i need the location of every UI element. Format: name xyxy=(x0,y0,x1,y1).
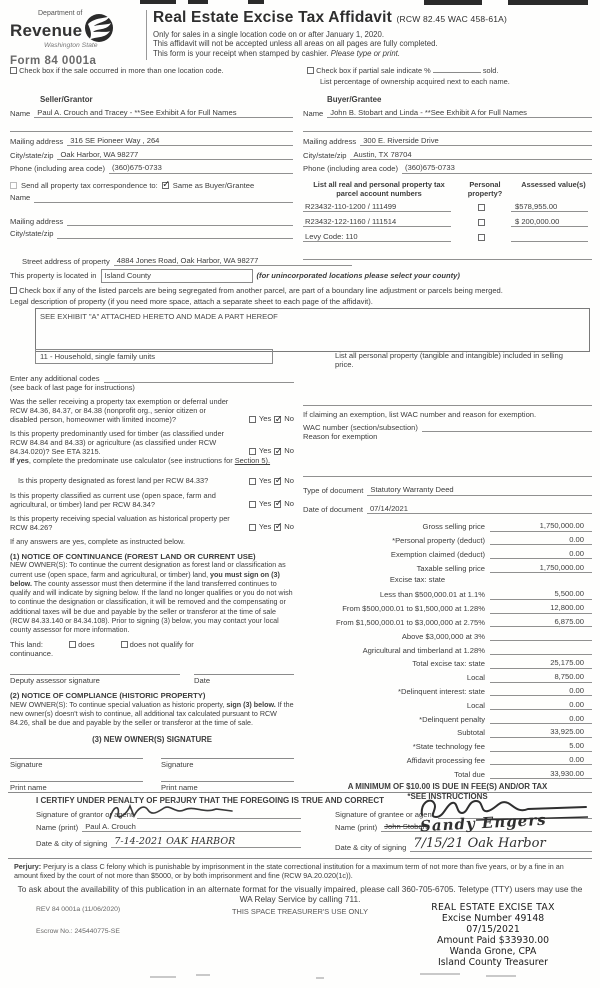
rev-number: REV 84 0001a (11/06/2020) xyxy=(36,906,121,913)
compliance-title: (2) NOTICE OF COMPLIANCE (HISTORIC PROPERTY) xyxy=(10,691,206,701)
taxable-selling-price-field[interactable]: 1,750,000.00 xyxy=(490,563,592,573)
buyer-section-label: Buyer/Grantee xyxy=(327,95,382,104)
seller-name-field[interactable]: Paul A. Crouch and Tracey - **See Exhibit A for Full Names xyxy=(34,108,293,118)
seller-city-field[interactable]: Oak Harbor, WA 98277 xyxy=(57,150,293,160)
q3-yes-checkbox[interactable] xyxy=(249,478,256,485)
buyer-city-field[interactable]: Austin, TX 78704 xyxy=(350,150,592,160)
scan-artifact xyxy=(140,0,176,4)
seller-phone-field[interactable]: (360)675-0733 xyxy=(109,163,293,173)
header-note-1: Only for sales in a single location code on or after January 1, 2020. xyxy=(153,29,385,39)
stamp-line-1: REAL ESTATE EXCISE TAX xyxy=(431,902,555,913)
personal-property-deduct-field[interactable]: 0.00 xyxy=(490,535,592,545)
document-date-field[interactable]: 07/14/2021 xyxy=(367,504,592,514)
street-address-field[interactable]: 4884 Jones Road, Oak Harbor, WA 98277 xyxy=(114,256,352,266)
exemption-blank-line[interactable] xyxy=(303,396,592,406)
grantor-print-name-field[interactable]: Paul A. Crouch xyxy=(82,822,301,832)
form-title: Real Estate Excise Tax Affidavit xyxy=(153,9,392,26)
see-instructions-note: *SEE INSTRUCTIONS xyxy=(407,791,488,801)
q5-yes-checkbox[interactable] xyxy=(249,524,256,531)
compliance-body: NEW OWNER(S): To continue special valuation as historic property, sign (3) below. If the new owner(s) doesn't wish to continue, all additional tax calculated pursuant to RCW 84.26, shall be due and payable by the seller or transferor at the time of sale. xyxy=(10,700,294,728)
legal-description-label: Legal description of property (if you need more space, attach a separate sheet to each page of the affidavit). xyxy=(10,296,373,306)
continuance-word: continuance. xyxy=(10,648,54,658)
q5-no-checkbox[interactable] xyxy=(274,524,281,531)
buyer-name-overflow-field[interactable] xyxy=(303,122,592,132)
seller-section-label: Seller/Grantor xyxy=(40,95,93,104)
same-as-buyer-checkbox[interactable] xyxy=(162,182,169,189)
total-excise-state-field[interactable]: 25,175.00 xyxy=(490,658,592,668)
scan-artifact xyxy=(248,0,264,4)
perjury-note: Perjury: Perjury is a class C felony which is punishable by imprisonment in the state correctional institution for a maximum term of not more than five years, or by a fine in an amount fixed by the court of not more than $5000, or by both imprisonment and fine (RCW 9A.20.020(1c)). xyxy=(14,862,564,881)
header-note-3: This form is your receipt when stamped by cashier. Please type or print. xyxy=(153,48,401,58)
exemption-claimed-field[interactable]: 0.00 xyxy=(490,549,592,559)
affidavit-processing-fee-field[interactable]: 0.00 xyxy=(490,755,592,765)
owner2-signature-field[interactable]: Signature xyxy=(161,758,294,769)
accessibility-note: To ask about the availability of this publication in an alternate format for the visually impaired, please call 360-705-6705. Teletype (TTY) users may use the WA Relay Service by calling 711. xyxy=(17,884,583,905)
seller-grantor-section: Seller/Grantor Name Paul A. Crouch and Tracey - **See Exhibit A for Full Names Mailing address 316 SE Pioneer Way , 264 City/state/zip Oak Harbor, WA 98277 Phone (including area code) (360)675-0733 Send all property tax correspondence to: ✓ Same as Buyer/Grantee Name Mailing address City/state/zip xyxy=(10,95,293,239)
form-number: Form 84 0001a xyxy=(10,55,97,68)
stamp-line-3: 07/15/2021 xyxy=(466,923,520,935)
parcel-row xyxy=(303,202,592,212)
stamp-line-4: Amount Paid $33930.00 xyxy=(436,934,550,946)
grantor-signature-handwriting xyxy=(106,800,236,822)
this-land-row: This land: does does not qualify for xyxy=(10,639,194,649)
partial-sale-sold-label: sold. xyxy=(482,66,499,75)
scan-artifact xyxy=(420,973,460,975)
document-type-field[interactable]: Statutory Warranty Deed xyxy=(367,485,592,495)
question-current-use: Is this property classified as current use (open space, farm and agricultural, or timber) land per RCW 84.34? Yes ✓ No xyxy=(10,491,294,509)
question-timber: Is this property predominantly used for timber (as classified under RCW 84.84 and 84.33) or agriculture (as classified under RCW 84.34.020)? See ETA 3215. Yes ✓ No xyxy=(10,429,294,456)
tier3-tax-field[interactable]: 6,875.00 xyxy=(490,617,592,627)
agency-name-line2: Revenue xyxy=(10,21,83,41)
grantor-date-city-field[interactable]: 7-14-2021 OAK HARBOR xyxy=(111,836,301,849)
county-note: (for unincorporated locations please select your county) xyxy=(256,271,460,281)
grantor-signing-block: Signature of grantor or agent Name (print) Paul A. Crouch Date & city of signing 7-14-2021 OAK HARBOR xyxy=(10,806,301,853)
buyer-name-field[interactable]: John B. Stobart and Linda - **See Exhibit A for Full Names xyxy=(327,108,592,118)
if-yes-note: If any answers are yes, complete as instructed below. xyxy=(10,536,185,546)
scan-artifact xyxy=(150,976,176,978)
q4-no-checkbox[interactable] xyxy=(274,501,281,508)
divider xyxy=(8,858,592,859)
correspondence-name-field[interactable] xyxy=(34,194,293,203)
q3-no-checkbox[interactable] xyxy=(274,478,281,485)
partial-sale-percent-field[interactable] xyxy=(433,72,481,73)
parcel-number-field[interactable]: R23432-110-1200 / 111499 xyxy=(303,202,451,212)
stamp-line-5: Wanda Grone, CPA xyxy=(449,945,537,957)
state-technology-fee-field[interactable]: 5.00 xyxy=(490,741,592,751)
parcel-row xyxy=(303,232,592,242)
percentage-ownership-note: List percentage of ownership acquired next to each name. xyxy=(320,77,510,86)
assessed-value-field[interactable] xyxy=(511,233,588,242)
parcel-number-field[interactable]: Levy Code: 110 xyxy=(303,232,451,242)
multi-location-checkbox[interactable] xyxy=(10,67,17,74)
question-exemption: Was the seller receiving a property tax exemption or deferral under RCW 84.36, 84.37, or 84.38 (nonprofit org., senior citizen or disabled person, homeowner with limited income)? Yes ✓ No xyxy=(10,397,294,424)
scan-artifact xyxy=(188,0,208,4)
form-title-rcw: (RCW 82.45 WAC 458-61A) xyxy=(396,14,508,24)
delinquent-interest-state-field[interactable]: 0.00 xyxy=(490,686,592,696)
parcel-table-header: List all real and personal property tax parcel account numbers Personal property? Assessed value(s) xyxy=(313,179,586,198)
deputy-assessor-signature-field[interactable]: Deputy assessor signature xyxy=(10,674,180,685)
exemption-reason-field[interactable] xyxy=(303,467,592,477)
correspondence-city-field[interactable] xyxy=(57,230,293,239)
correspondence-label: Send all property tax correspondence to: xyxy=(21,180,158,190)
local-tax-field[interactable]: 8,750.00 xyxy=(490,672,592,682)
continuance-body: NEW OWNER(S): To continue the current designation as forest land or classification as current use (open space, farm and agricultural, or timber) land, you must sign on (3) below. The county assessor must then determine if the land transferred continues to qualify and will indicate by signing below. If the land no longer qualifies or you do not wish to continue the designation or classification, it will be removed and the compensating or additional taxes will be due and payable by the seller or transferor at the time of sale (RCW 84.33.140 or 84.34.108). Prior to signing (3) below, you may contact your local county assessor for more information. xyxy=(10,561,293,635)
header-note-2: This affidavit will not be accepted unless all areas on all pages are fully completed. xyxy=(153,39,438,49)
partial-sale-checkbox[interactable] xyxy=(307,67,314,74)
treasurer-space-label: THIS SPACE TREASURER'S USE ONLY xyxy=(232,907,369,916)
deputy-assessor-row xyxy=(10,674,294,685)
scan-artifact xyxy=(424,0,482,5)
delinquent-penalty-field[interactable]: 0.00 xyxy=(490,714,592,724)
tier1-tax-field[interactable]: 5,500.00 xyxy=(490,589,592,599)
agency-name-line1: Department of xyxy=(38,10,83,17)
owner1-print-name-field[interactable]: Print name xyxy=(10,781,143,792)
question-historical: Is this property receiving special valuation as historical property per RCW 84.26? Yes ✓ No xyxy=(10,514,294,532)
seller-name-overflow-field[interactable] xyxy=(10,122,293,132)
grantee-print-name-field[interactable]: John Stobart xyxy=(381,822,592,832)
predominate-use-note: If yes, complete the predominate use calculator (see instructions for Section 5). xyxy=(10,456,271,466)
property-location-section: Street address of property 4884 Jones Road, Oak Harbor, WA 98277 This property is located in Island County (for unincorporated locations please select your county) Check box if any of the listed parcels are being segregated from another parcel, are part of a boundary line adjustment or parcels being merged. Legal description of property (if you need more space, attach a separate sheet to each page of the affidavit). SEE EXHIBIT "A" ATTACHED HERETO AND MADE A PART HEREOF xyxy=(10,256,592,352)
buyer-mailing-field[interactable]: 300 E. Riverside Drive xyxy=(360,136,592,146)
partial-sale-label: Check box if partial sale indicate % xyxy=(316,66,431,75)
tier2-tax-field[interactable]: 12,800.00 xyxy=(490,603,592,613)
parcel-number-field[interactable]: R23432-122-1160 / 111514 xyxy=(303,217,451,227)
gross-selling-price-field[interactable]: 1,750,000.00 xyxy=(490,521,592,531)
personal-property-note: List all personal property (tangible and intangible) included in selling price. xyxy=(335,351,563,370)
total-due-field[interactable]: 33,930.00 xyxy=(490,769,592,779)
dor-swirl-icon xyxy=(84,13,114,45)
grantee-name-handwriting: Sandy Engers xyxy=(419,810,547,836)
minimum-due-note: A MINIMUM OF $10.00 IS DUE IN FEE(S) AND/OR TAX xyxy=(347,782,548,792)
scan-artifact xyxy=(196,974,210,976)
q1-yes-checkbox[interactable] xyxy=(249,416,256,423)
segregated-checkbox[interactable] xyxy=(10,287,17,294)
additional-codes-field[interactable] xyxy=(104,374,295,383)
questions-column: Enter any additional codes (see back of last page for instructions) Was the seller receiving a property tax exemption or deferral under RCW 84.36, 84.37, or 84.38 (nonprofit org., senior citizen or disabled person, homeowner with limited income)? Yes ✓ No Is this property predominantly used for timber (as classified under RCW 84.84 and 84.33) or agriculture (as classified under RCW 84.34.020)? See ETA 3215. Yes ✓ No If yes, complete the predominate use calculator (see instructions for Section 5). Is this property designated as forest land per RCW 84.33? Yes ✓ No Is this property classified as current use (open space, farm and agricultural, or timber) land per RCW 84.34? Yes ✓ No Is this property receiving special valuation as historical property per RCW 84.26? Yes ✓ No If any answers are yes, complete as instructed below. (1) NOTICE OF CONTINUANCE (FOREST LAND OR CURRENT USE) NEW OWNER(S): To continue the current designation as forest land or classification as current use (open space, farm and agricultural, or timber) land, you must sign on (3) below. The county assessor must then determine if the land transferred continues to qualify and will indicate by signing below. If the land no longer qualifies or you do not wish to continue the designation or classification, it will be removed and the compensating or additional taxes will be due and payable by the seller or transferor at the time of sale (RCW 84.33.140 or 84.34.108). Prior to signing (3) below, you may contact your local county assessor for more information. This land: does does not qualify for continuance. Deputy assessor signature Date (2) NOTICE OF COMPLIANCE (HISTORIC PROPERTY) NEW OWNER(S): To continue special valuation as historic property, sign (3) below. If the new owner(s) doesn't wish to continue, all additional tax calculated pursuant to RCW 84.26, shall be due and payable by the seller or transferor at the time of sale. (3) NEW OWNER(S) SIGNATURE Signature Print name Signature Print name xyxy=(10,374,294,793)
owner1-signature-field[interactable]: Signature xyxy=(10,758,143,769)
scan-artifact xyxy=(486,975,516,977)
owner2-print-name-field[interactable]: Print name xyxy=(161,781,294,792)
personal-property-checkbox-1[interactable] xyxy=(478,204,485,211)
q2-no-checkbox[interactable] xyxy=(274,448,281,455)
does-qualify-checkbox[interactable] xyxy=(69,641,76,648)
exemption-claim-note: If claiming an exemption, list WAC number and reason for exemption. xyxy=(303,410,537,419)
q1-no-checkbox[interactable] xyxy=(274,416,281,423)
exemption-reason-label: Reason for exemption xyxy=(303,432,378,441)
scan-artifact xyxy=(508,0,588,5)
personal-property-checkbox-3[interactable] xyxy=(478,234,485,241)
personal-property-checkbox-2[interactable] xyxy=(478,219,485,226)
buyer-phone-field[interactable]: (360)675-0733 xyxy=(402,163,592,173)
parcel-row xyxy=(303,217,592,227)
divider xyxy=(8,792,592,793)
header-divider xyxy=(146,10,147,60)
tax-table: Gross selling price 1,750,000.00 *Personal property (deduct) 0.00 Exemption claimed (deduct) 0.00 Taxable selling price 1,750,000.00 Excise tax: state Less than $500,000.01 at 1.1% 5,500.00 From $500,000.01 to $1,500,000 at 1.28% 12,800.00 From $1,500,000.01 to $3,000,000 at 2.75% 6,875.00 Above $3,000,000 at 3% Agricultural and timberland at 1.28% Total excise tax: state 25,175.00 Local 8,750.00 *Delinquent interest: state 0.00 Local 0.00 *Delinquent penalty 0.00 Subtotal 33,925.00 *State technology fee 5.00 Affidavit processing fee 0.00 Total due 33,930.00 xyxy=(303,518,592,779)
stamp-line-6: Island County Treasurer xyxy=(438,956,548,968)
tax-column: If claiming an exemption, list WAC number and reason for exemption. WAC number (section/subsection) Reason for exemption Type of document Statutory Warranty Deed Date of document 07/14/2021 Gross selling price 1,750,000.00 *Personal property (deduct) 0.00 Exemption claimed (deduct) 0.00 Taxable selling price 1,750,000.00 Excise tax: state Less than $500,000.01 at 1.1% 5,500.00 From $500,000.01 to $1,500,000 at 1.28% 12,800.00 From $1,500,000.01 to $3,000,000 at 2.75% 6,875.00 Above $3,000,000 at 3% Agricultural and timberland at 1.28% Total excise tax: state 25,175.00 Local 8,750.00 *Delinquent interest: state 0.00 Local 0.00 *Delinquent penalty 0.00 Subtotal 33,925.00 *State technology fee 5.00 Affidavit processing fee 0.00 Total due 33,930.00 A MINIMUM OF $10.00 IS DUE IN FEE(S) AND/OR TAX *SEE INSTRUCTIONS xyxy=(303,374,592,801)
q4-yes-checkbox[interactable] xyxy=(249,501,256,508)
correspondence-mailing-field[interactable] xyxy=(67,217,293,226)
new-owner-signature-title: (3) NEW OWNER(S) SIGNATURE xyxy=(92,734,212,744)
q2-yes-checkbox[interactable] xyxy=(249,448,256,455)
subtotal-field[interactable]: 33,925.00 xyxy=(490,727,592,737)
escrow-number: Escrow No.: 245440775-SE xyxy=(36,928,120,935)
multi-location-label: Check box if the sale occurred in more than one location code. xyxy=(19,66,224,75)
new-owner-signature-grid xyxy=(10,758,294,793)
county-select[interactable]: Island County xyxy=(101,269,253,282)
does-not-qualify-checkbox[interactable] xyxy=(121,641,128,648)
delinquent-interest-local-field[interactable]: 0.00 xyxy=(490,700,592,710)
legal-description-field[interactable]: SEE EXHIBIT "A" ATTACHED HERETO AND MADE A PART HEREOF xyxy=(35,308,590,352)
correspondence-checkbox[interactable] xyxy=(10,182,17,189)
agricultural-tax-field[interactable] xyxy=(490,646,592,655)
scan-artifact xyxy=(316,977,324,979)
deputy-date-field[interactable]: Date xyxy=(194,674,294,685)
continuance-title: (1) NOTICE OF CONTINUANCE (FOREST LAND OR CURRENT USE) xyxy=(10,551,256,561)
grantee-signing-block: Signature of grantee or agent Name (print) John Stobart Date & city of signing 7/15/21 Oak Harbor xyxy=(301,806,592,853)
codes-note: (see back of last page for instructions) xyxy=(10,383,135,393)
tier4-tax-field[interactable] xyxy=(490,632,592,641)
same-as-buyer-label: Same as Buyer/Grantee xyxy=(172,180,255,190)
wac-number-field[interactable] xyxy=(422,423,592,432)
buyer-grantee-section: Buyer/Grantee Name John B. Stobart and Linda - **See Exhibit A for Full Names Mailing address 300 E. Riverside Drive City/state/zip Austin, TX 78704 Phone (including area code) (360)675-0733 List all real and personal property tax parcel account numbers Personal property? Assessed value(s) R23432-110-1200 / 111499 $578,955.00 R23432-122-1160 / 111514 $ 200,000.00 Levy Code: 110 xyxy=(303,95,592,260)
agency-name-line3: Washington State xyxy=(44,41,98,49)
seller-mailing-field[interactable]: 316 SE Pioneer Way , 264 xyxy=(67,136,293,146)
assessed-value-field[interactable]: $ 200,000.00 xyxy=(511,217,588,227)
question-forest-land: Is this property designated as forest land per RCW 84.33? Yes ✓ No xyxy=(10,476,294,486)
excise-tax-state-header: Excise tax: state xyxy=(389,574,446,584)
treasurer-stamp xyxy=(394,903,592,969)
land-use-code-field[interactable]: 11 - Household, single family units xyxy=(35,349,273,364)
certify-statement: I CERTIFY UNDER PENALTY OF PERJURY THAT THE FOREGOING IS TRUE AND CORRECT xyxy=(36,796,385,805)
form-header xyxy=(10,8,592,68)
grantee-date-city-field[interactable]: 7/15/21 Oak Harbor xyxy=(410,836,592,853)
stamp-line-2: Excise Number 49148 xyxy=(441,912,545,924)
located-in-label: This property is located in xyxy=(10,271,97,281)
segregated-label: Check box if any of the listed parcels are being segregated from another parcel, are part of a boundary line adjustment or parcels being merged. xyxy=(19,285,503,295)
dor-logo-block xyxy=(10,8,146,68)
assessed-value-field[interactable]: $578,955.00 xyxy=(511,202,588,212)
